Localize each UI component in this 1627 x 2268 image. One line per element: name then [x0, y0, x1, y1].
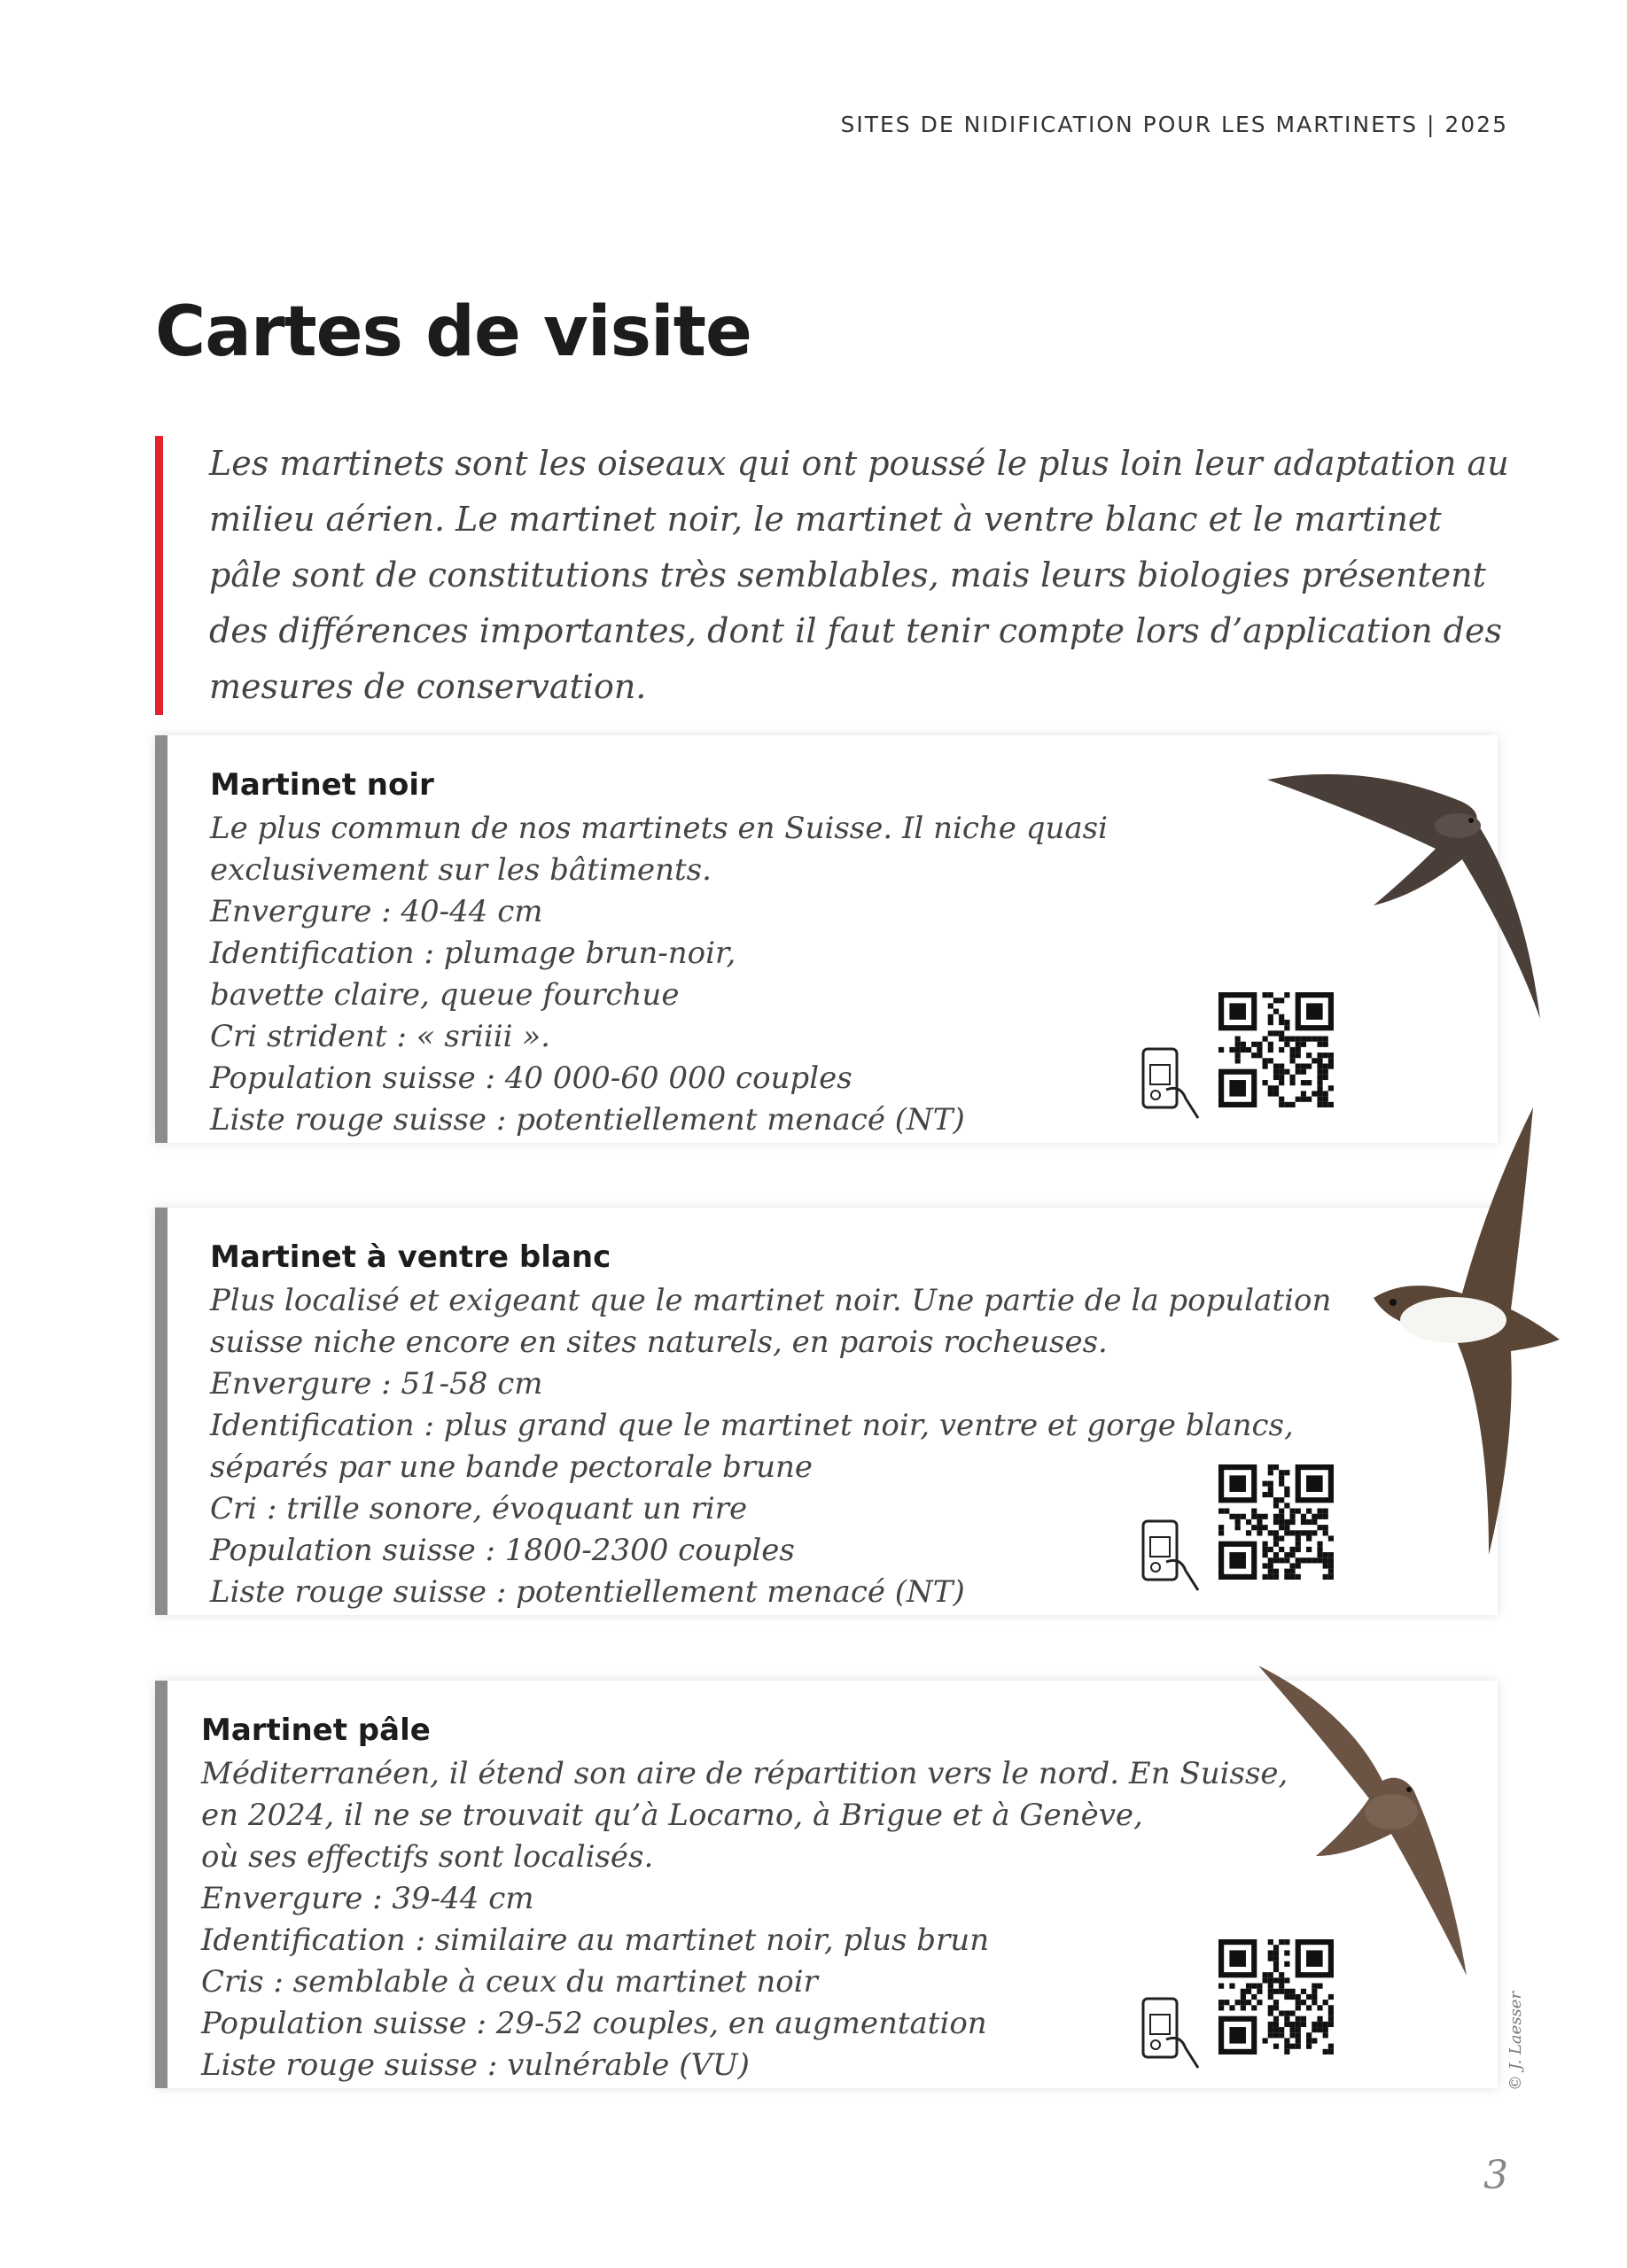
card-line: exclusivement sur les bâtiments.: [210, 852, 712, 888]
card-body: [201, 1713, 1288, 2086]
page-number: 3: [1483, 2153, 1508, 2198]
intro-paragraph: Les martinets sont les oiseaux qui ont poussé le plus loin leur adaptation au milieu aérien. Le martinet noir, le martinet à ventre blanc et le martinet pâle sont de constitutions très semblables, mais leurs biologies présentent des différences importantes, dont il faut tenir compte lors d’application des mesures de conservation.: [155, 436, 1521, 715]
card-line: Cris : semblable à ceux du martinet noir: [201, 1964, 818, 2000]
running-header: SITES DE NIDIFICATION POUR LES MARTINETS | 2025: [840, 112, 1508, 137]
card-line: Méditerranéen, il étend son aire de répartition vers le nord. En Suisse,: [201, 1756, 1288, 1791]
card-line: en 2024, il ne se trouvait qu’à Locarno, à Brigue et à Genève,: [201, 1798, 1143, 1833]
card-line: Liste rouge suisse : potentiellement menacé (NT): [210, 1102, 965, 1138]
card-body: [210, 767, 1108, 1141]
pallid-swift-illustration: [1249, 1666, 1480, 1984]
card-line: Liste rouge suisse : potentiellement menacé (NT): [210, 1574, 965, 1610]
card-line: Envergure : 51-58 cm: [210, 1366, 543, 1402]
qr-code[interactable]: [1218, 1464, 1334, 1580]
card-line: Identification : plus grand que le martinet noir, ventre et gorge blancs,: [210, 1408, 1294, 1443]
alpine-swift-illustration: [1356, 1107, 1569, 1568]
card-line: Cri strident : « sriiii ».: [210, 1019, 550, 1054]
card-martinet-ventre-blanc: [155, 1208, 1498, 1615]
card-line: Le plus commun de nos martinets en Suisse. Il niche quasi: [210, 811, 1108, 846]
card-line: suisse niche encore en sites naturels, en parois rocheuses.: [210, 1324, 1108, 1360]
page-title: Cartes de visite: [155, 292, 751, 372]
phone-scan-icon: [1140, 1518, 1203, 1594]
common-swift-illustration: [1258, 762, 1551, 1028]
card-line: Cri : trille sonore, évoquant un rire: [210, 1491, 748, 1526]
card-title: Martinet pâle: [201, 1713, 431, 1748]
card-line: Population suisse : 29-52 couples, en augmentation: [201, 2006, 987, 2041]
card-line: bavette claire, queue fourchue: [210, 977, 680, 1013]
card-line: Envergure : 40-44 cm: [210, 894, 543, 929]
card-line: Identification : plumage brun-noir,: [210, 936, 736, 971]
card-line: Population suisse : 40 000-60 000 couples: [210, 1060, 852, 1096]
card-line: Envergure : 39-44 cm: [201, 1881, 534, 1916]
card-line: Population suisse : 1800-2300 couples: [210, 1533, 795, 1568]
card-line: Identification : similaire au martinet noir, plus brun: [201, 1922, 990, 1958]
photo-credit: © J. Laesser: [1506, 1991, 1525, 2091]
card-title: Martinet à ventre blanc: [210, 1239, 611, 1275]
card-line: Plus localisé et exigeant que le martinet noir. Une partie de la population: [210, 1283, 1332, 1318]
card-line: où ses effectifs sont localisés.: [201, 1839, 654, 1875]
card-line: séparés par une bande pectorale brune: [210, 1449, 813, 1485]
phone-scan-icon: [1140, 1995, 1203, 2071]
card-line: Liste rouge suisse : vulnérable (VU): [201, 2047, 750, 2083]
phone-scan-icon: [1140, 1045, 1203, 1122]
card-title: Martinet noir: [210, 767, 434, 803]
